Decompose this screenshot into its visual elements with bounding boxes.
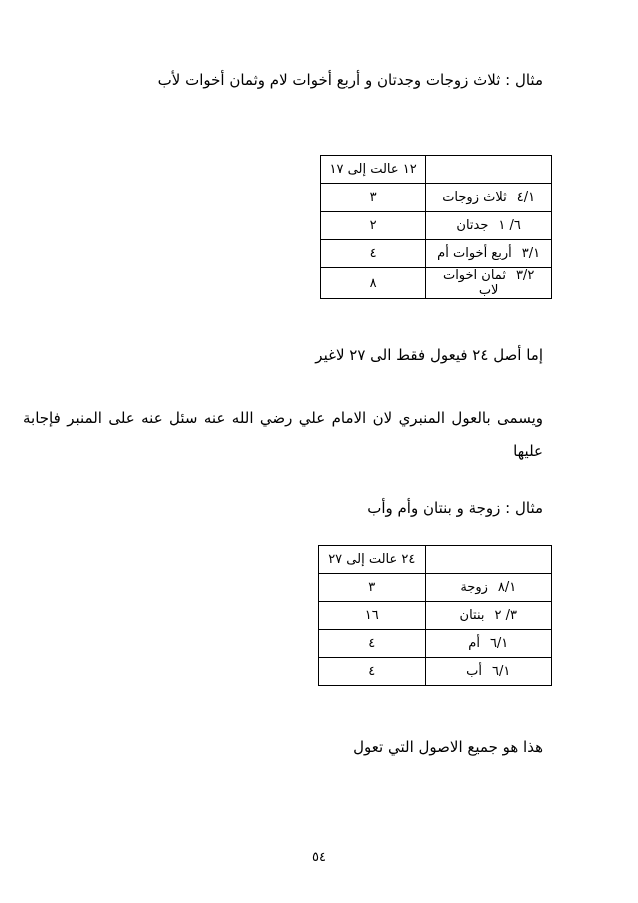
share-value-cell: ٣ [321,184,426,212]
heir-name: أب [466,664,483,679]
share-ratio: ٣/ ٢ [494,608,518,623]
heir-name: أربع أخوات أم [437,246,512,261]
heir-name: أم [468,636,480,651]
example-2-text: مثال : زوجة و بنتان وأم وأب [367,499,543,517]
share-value-cell: ١٦ [319,602,426,630]
table-header-empty-cell [425,546,551,574]
table-header-row [321,156,552,184]
share-value-cell: ٣ [319,574,426,602]
example-1-text: مثال : ثلاث زوجات وجدتان و أربع أخوات لام وثمان أخوات لأب [157,71,543,89]
heir-cell [425,658,551,686]
closing-text: هذا هو جميع الاصول التي تعول [353,738,543,756]
heir-name: ثمان اخوات لاب [442,268,506,298]
share-ratio: ٦/١ [489,636,509,651]
table-row [321,240,552,268]
heir-cell [426,268,552,299]
heir-name: بنتان [459,608,485,623]
share-value-cell: ٨ [321,268,426,299]
heir-cell [426,212,552,240]
share-value-cell: ٤ [321,240,426,268]
heir-cell [426,184,552,212]
heir-cell [425,630,551,658]
table-header-base-cell: ١٢ عالت إلى ١٧ [321,156,426,184]
table-row [319,630,552,658]
table-row [321,212,552,240]
table-row [319,658,552,686]
share-ratio: ٦/١ [492,664,511,679]
heir-cell [425,574,551,602]
table-header-empty-cell [426,156,552,184]
fraction-table-2 [318,545,552,686]
heir-name: ثلاث زوجات [442,190,507,205]
share-value-cell: ٤ [319,658,426,686]
explanation-paragraph: ويسمى بالعول المنبري لان الامام علي رضي الله عنه سئل عنه على المنبر فإجابة عليها [23,409,543,460]
table-header-row [319,546,552,574]
heir-name: زوجة [460,580,488,595]
table-row [319,602,552,630]
share-value-cell: ٤ [319,630,426,658]
table-row [321,268,552,299]
share-ratio: ٦/ ١ [498,218,521,233]
fraction-table-1 [320,155,552,299]
note-text: إما أصل ٢٤ فيعول فقط الى ٢٧ لاغير [315,346,543,364]
heir-cell [426,240,552,268]
heir-name: جدتان [456,218,489,233]
share-ratio: ٨/١ [497,580,517,595]
share-ratio: ٣/٢ [515,268,535,283]
share-value-cell: ٢ [321,212,426,240]
share-ratio: ٤/١ [516,190,536,205]
heir-cell [425,602,551,630]
table-header-base-cell: ٢٤ عالت إلى ٢٧ [319,546,426,574]
table-row [319,574,552,602]
page-number: ٥٤ [312,850,326,865]
table-row [321,184,552,212]
share-ratio: ٣/١ [521,246,541,261]
